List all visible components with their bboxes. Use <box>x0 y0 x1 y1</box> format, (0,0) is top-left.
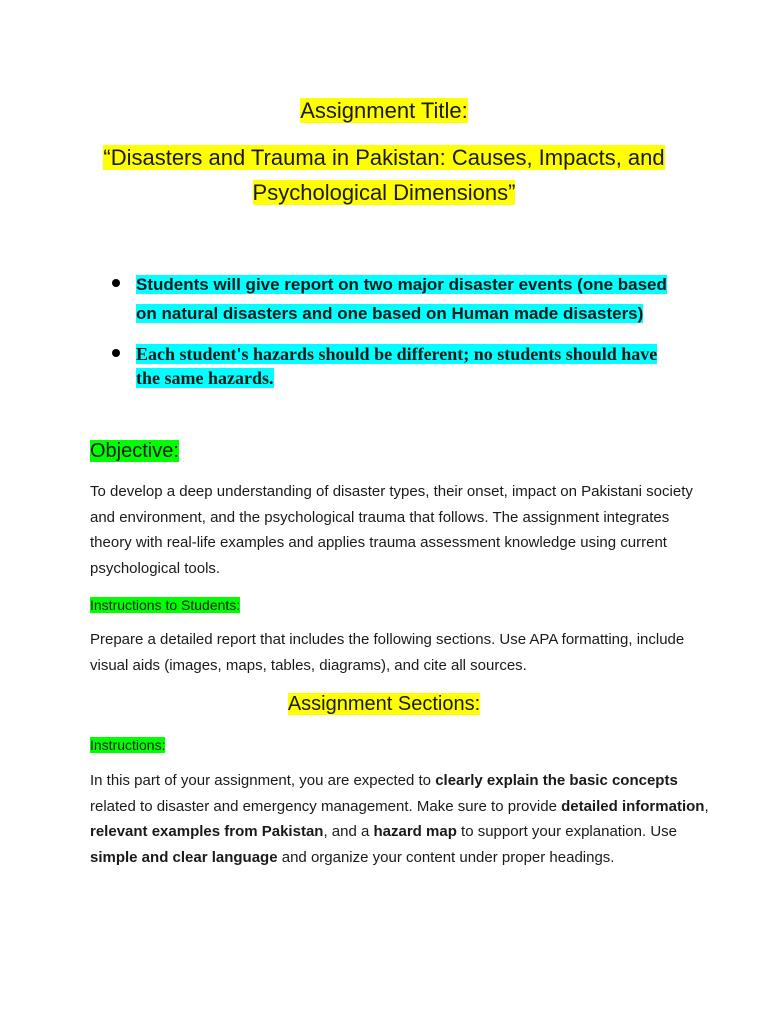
emphasis-text: hazard map <box>373 823 457 841</box>
instructions-to-students-heading: Instructions to Students: <box>90 597 241 613</box>
objective-paragraph: To develop a deep understanding of disaster types, their onset, impact on Pakistani society and environment, and the psychological trauma that follows. The assignment integrates theory with real-life examples and applies trauma assessment knowledge using current psychological tools. <box>90 483 693 577</box>
assignment-title-line2: Psychological Dimensions” <box>252 180 516 205</box>
instructions-to-students-paragraph: Prepare a detailed report that includes the following sections. Use APA formatting, include visual aids (images, maps, tables, diagrams), and cite all sources. <box>90 631 685 674</box>
assignment-title-line1: “Disasters and Trauma in Pakistan: Causes, Impacts, and <box>103 145 665 170</box>
objective-heading: Objective: <box>90 440 179 462</box>
instructions-paragraph: In this part of your assignment, you are expected to clearly explain the basic concepts related to disaster and emergency management. Make sure to provide detailed information, relevant examples from Pakistan, and a hazard map to support your explanation. Use simple and clear language and organize your content under proper headings. <box>90 772 709 866</box>
list-item: Each student's hazards should be different; no students should have the same hazards. <box>104 342 684 390</box>
emphasis-text: clearly explain the basic concepts <box>435 772 678 789</box>
assignment-sections-heading: Assignment Sections: <box>287 693 481 715</box>
assignment-title-label: Assignment Title: <box>300 98 468 123</box>
requirements-list <box>104 270 684 390</box>
bullet-icon <box>112 279 120 287</box>
bullet-icon <box>112 349 120 357</box>
list-item: Students will give report on two major disaster events (one based on natural disasters and one based on Human made disasters) <box>104 270 684 328</box>
emphasis-text: detailed information <box>561 797 705 815</box>
emphasis-text: relevant examples from Pakistan <box>90 823 324 841</box>
instructions-heading: Instructions: <box>90 737 166 753</box>
emphasis-text: simple and clear language <box>90 848 278 866</box>
